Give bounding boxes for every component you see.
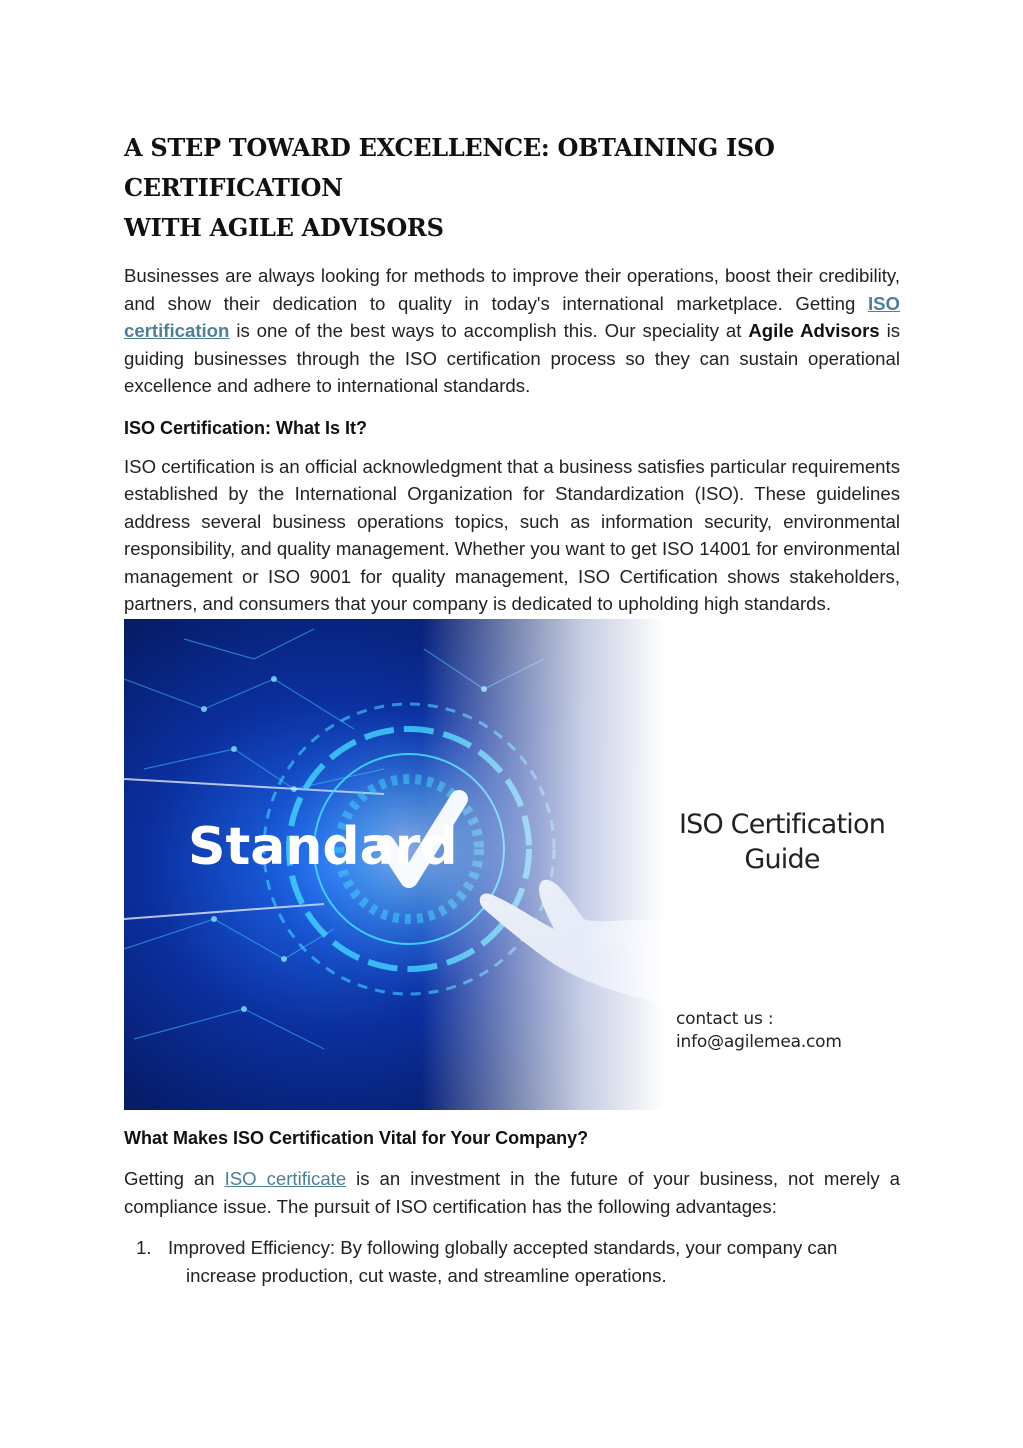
list-item — [124, 1234, 900, 1289]
section-why-vital — [124, 1128, 900, 1289]
title-line-2: WITH AGILE ADVISORS — [124, 213, 444, 242]
intro-text-2: is one of the best ways to accomplish this. Our speciality at — [229, 320, 749, 341]
section-heading-what-is-it: ISO Certification: What Is It? — [124, 417, 368, 438]
iso-certificate-link[interactable]: ISO certificate — [224, 1168, 347, 1189]
section1-body: ISO certification is an official acknowledgment that a business satisfies particular requirements established by the International Organization for Standardization (ISO). These guidelines address several business operations topics, such as information security, environmental responsibility, and quality management. Whether you want to get ISO 14001 for environmental management or ISO 9001 for quality management, ISO Certification shows stakeholders, partners, and consumers that your company is dedicated to upholding high standards. — [124, 455, 900, 614]
list-item-continuation: increase production, cut waste, and streamline operations. — [186, 1264, 667, 1286]
contact-email: info@agilemea.com — [676, 1032, 842, 1052]
list-item-text: Improved Efficiency: By following globally accepted standards, your company can — [168, 1237, 838, 1258]
title-line-1: A STEP TOWARD EXCELLENCE: OBTAINING ISO CERTIFICATION — [124, 133, 775, 202]
list-item-number: 1. — [136, 1237, 152, 1258]
section2-intro — [124, 1165, 900, 1220]
contact-block — [676, 1008, 842, 1054]
intro-text-1: Businesses are always looking for methods to improve their operations, boost their credibility, and show their dedication to quality in today's international marketplace. Getting — [124, 265, 900, 314]
advantages-list — [124, 1234, 900, 1289]
intro-paragraph — [124, 262, 900, 400]
article-title — [124, 128, 900, 248]
contact-label: contact us : — [676, 1009, 774, 1029]
section2-text-1: Getting an — [124, 1168, 225, 1189]
standard-checkmark-image — [124, 619, 664, 1110]
section-heading-why-vital: What Makes ISO Certification Vital for Your Company? — [124, 1128, 589, 1148]
guide-title-line-1: ISO Certification — [678, 809, 886, 840]
intro-text-3: is guiding businesses through the ISO certification process so they can sustain operational excellence and adhere to international standards. — [124, 320, 900, 396]
section2-text-2: is an investment in the future of your business, not merely a compliance issue. The pursuit of ISO certification has the following advantages: — [124, 1168, 900, 1217]
guide-title — [664, 807, 900, 877]
iso-certification-link[interactable]: ISO certification — [124, 292, 900, 341]
guide-title-line-2: Guide — [744, 844, 820, 875]
agile-advisors-bold: Agile Advisors — [748, 320, 880, 341]
iso-guide-figure — [124, 619, 900, 1110]
article-top — [124, 128, 900, 618]
